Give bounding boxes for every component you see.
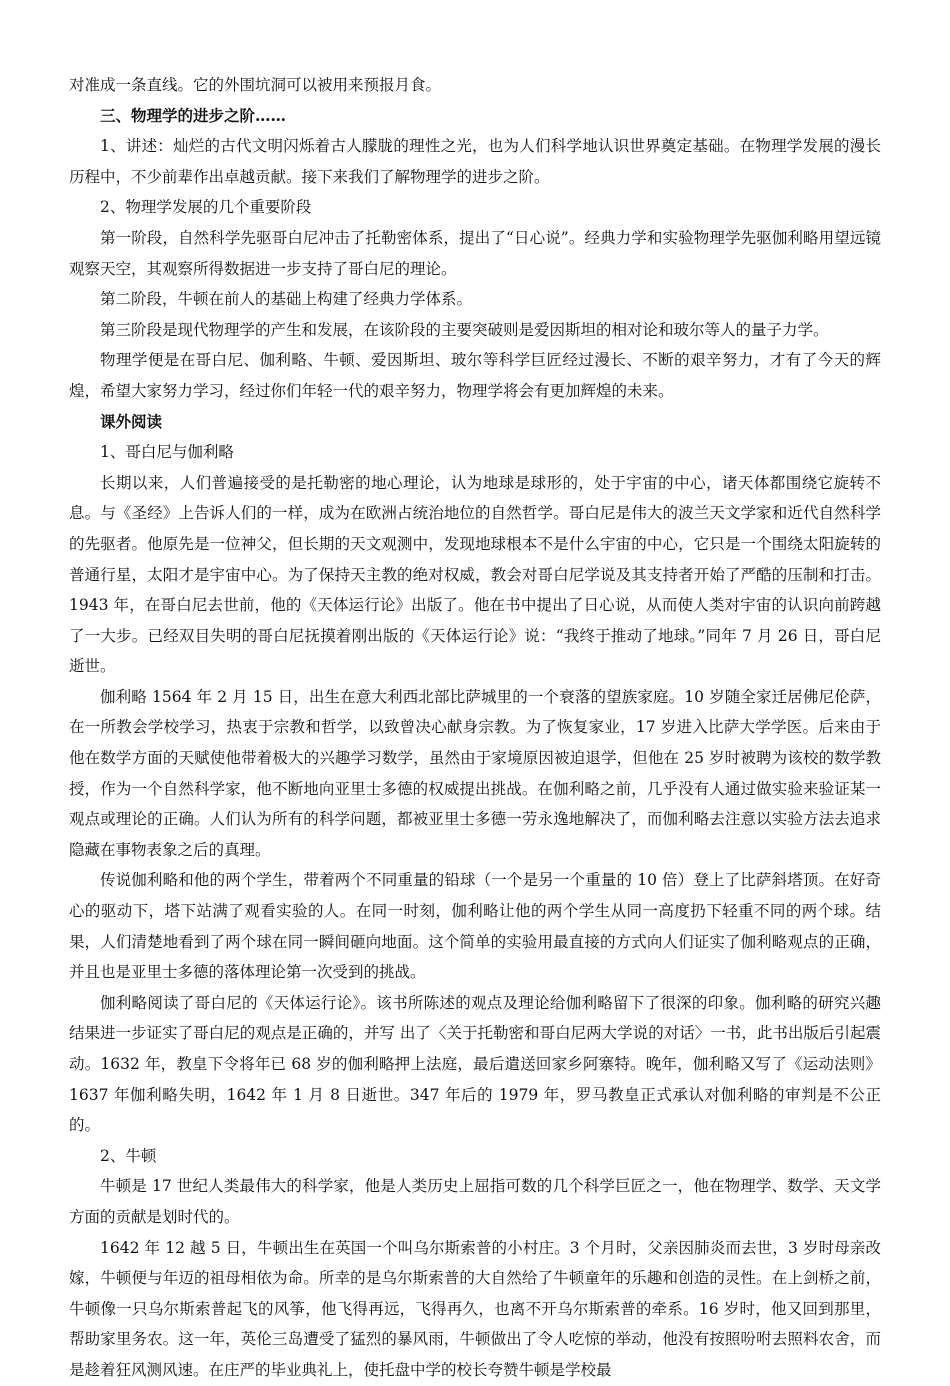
paragraph-stage-two: 第二阶段，牛顿在前人的基础上构建了经典力学体系。 <box>100 290 473 309</box>
section-heading-physics-progress: 三、物理学的进步之阶…… <box>100 105 287 125</box>
paragraph-copernicus: 长期以来，人们普遍接受的是托勒密的地心理论，认为地球是球形的，处于宇宙的中心，诸天体都围绕它旋转不息。与《圣经》上告诉人们的一样，成为在欧洲占统治地位的自然哲学。哥白尼是伟大的波兰天文学家和近代自然科学的先驱者。他原先是一位神父，但长期的天文观测中，发现地球根本不是什么宇宙的中心，它只是一个围绕太阳旋转的普通行星，太阳才是宇宙中心。为了保持天主教的绝对权威，教会对哥白尼学说及其支持者开始了严酷的压制和打击。1943 年，在哥白尼去世前，他的《天体运行论》出版了。他在书中提出了日心说，从而使人类对宇宙的认识向前跨越了一大步。已经双目失明的哥白尼抚摸着刚出版的《天体运行论》说：“我终于推动了地球。”同年 7 月 26 日，哥白尼逝世。 <box>69 473 881 676</box>
paragraph-narration: 1、讲述：灿烂的古代文明闪烁着古人朦胧的理性之光，也为人们科学地认识世界奠定基础。在物理学发展的漫长历程中，不少前辈作出卓越贡献。接下来我们了解物理学的进步之阶。 <box>69 137 881 186</box>
paragraph-continuation: 对准成一条直线。它的外围坑洞可以被用来预报月食。 <box>69 76 442 94</box>
paragraph-newton-intro: 牛顿是 17 世纪人类最伟大的科学家，他是人类历史上屈指可数的几个科学巨匠之一，他在物理学、数学、天文学方面的贡献是划时代的。 <box>69 1177 881 1226</box>
subheading-copernicus-galileo: 1、哥白尼与伽利略 <box>100 443 234 462</box>
paragraph-galileo-biography: 伽利略 1564 年 2 月 15 日，出生在意大利西北部比萨城里的一个衰落的望族家庭。10 岁随全家迁居佛尼伦萨，在一所教会学校学习，热衷于宗教和哲学，以致曾决心献身宗教。为了恢复家业，17 岁进入比萨大学学医。后来由于他在数学方面的天赋使他带着极大的兴趣学习数学，虽然由于家境原因被迫退学，但他在 25 岁时被聘为该校的数学教授，作为一个自然科学家，他不断地向亚里士多德的权威提出挑战。在伽利略之前，几乎没有人通过做实验来验证某一观点或理论的正确。人们认为所有的科学问题，都被亚里士多德一劳永逸地解决了，而伽利略去注意以实验方法去追求隐藏在事物表象之后的真理。 <box>69 687 881 859</box>
subheading-newton: 2、牛顿 <box>100 1146 157 1165</box>
document-page <box>69 70 881 1386</box>
paragraph-pisa-tower: 传说伽利略和他的两个学生，带着两个不同重量的铅球（一个是另一个重量的 10 倍）登上了比萨斜塔顶。在好奇心的驱动下，塔下站满了观看实验的人。在同一时刻，伽利略让他的两个学生从同一高度扔下轻重不同的两个球。结果，人们清楚地看到了两个球在同一瞬间砸向地面。这个简单的实验用最直接的方式向人们证实了伽利略观点的正确，并且也是亚里士多德的落体理论第一次受到的挑战。 <box>69 871 881 982</box>
paragraph-stages-heading: 2、物理学发展的几个重要阶段 <box>100 198 312 217</box>
paragraph-newton-biography: 1642 年 12 越 5 日，牛顿出生在英国一个叫乌尔斯索普的小村庄。3 个月时，父亲因肺炎而去世，3 岁时母亲改嫁，牛顿便与年迈的祖母相依为命。所幸的是乌尔斯索普的大自然给了牛顿童年的乐趣和创造的灵性。在上剑桥之前，牛顿像一只乌尔斯索普起飞的风筝，他飞得再远，飞得再久，也离不开乌尔斯索普的牵系。16 岁时，他又回到那里，帮助家里务农。这一年，英伦三岛遭受了猛烈的暴风雨，牛顿做出了令人吃惊的举动，他没有按照吩咐去照料农舍，而是趁着狂风测风速。在庄严的毕业典礼上，使托盘中学的校长夸赞牛顿是学校最 <box>69 1238 881 1379</box>
paragraph-stage-three: 第三阶段是现代物理学的产生和发展，在该阶段的主要突破则是爱因斯坦的相对论和玻尔等人的量子力学。 <box>100 320 829 339</box>
paragraph-summary: 物理学便是在哥白尼、伽利略、牛顿、爱因斯坦、玻尔等科学巨匠经过漫长、不断的艰辛努力，才有了今天的辉煌，希望大家努力学习，经过你们年轻一代的艰辛努力，物理学将会有更加辉煌的未来。 <box>69 351 881 400</box>
paragraph-galileo-trial: 伽利略阅读了哥白尼的《天体运行论》。该书所陈述的观点及理论给伽利略留下了很深的印象。伽利略的研究兴趣结果进一步证实了哥白尼的观点是正确的，并写 出了〈关于托勒密和哥白尼两大学说的对话〉一书，此书出版后引起震动。1632 年，教皇下令将年已 68 岁的伽利略押上法庭，最后遣送回家乡阿寨特。晚年，伽利略又写了《运动法则》1637 年伽利略失明，1642 年 1 月 8 日逝世。347 年后的 1979 年，罗马教皇正式承认对伽利略的审判是不公正的。 <box>69 993 881 1135</box>
paragraph-stage-one: 第一阶段，自然科学先驱哥白尼冲击了托勒密体系，提出了“日心说”。经典力学和实验物理学先驱伽利略用望远镜观察天空，其观察所得数据进一步支持了哥白尼的理论。 <box>69 228 881 278</box>
section-heading-extra-reading: 课外阅读 <box>100 411 163 431</box>
